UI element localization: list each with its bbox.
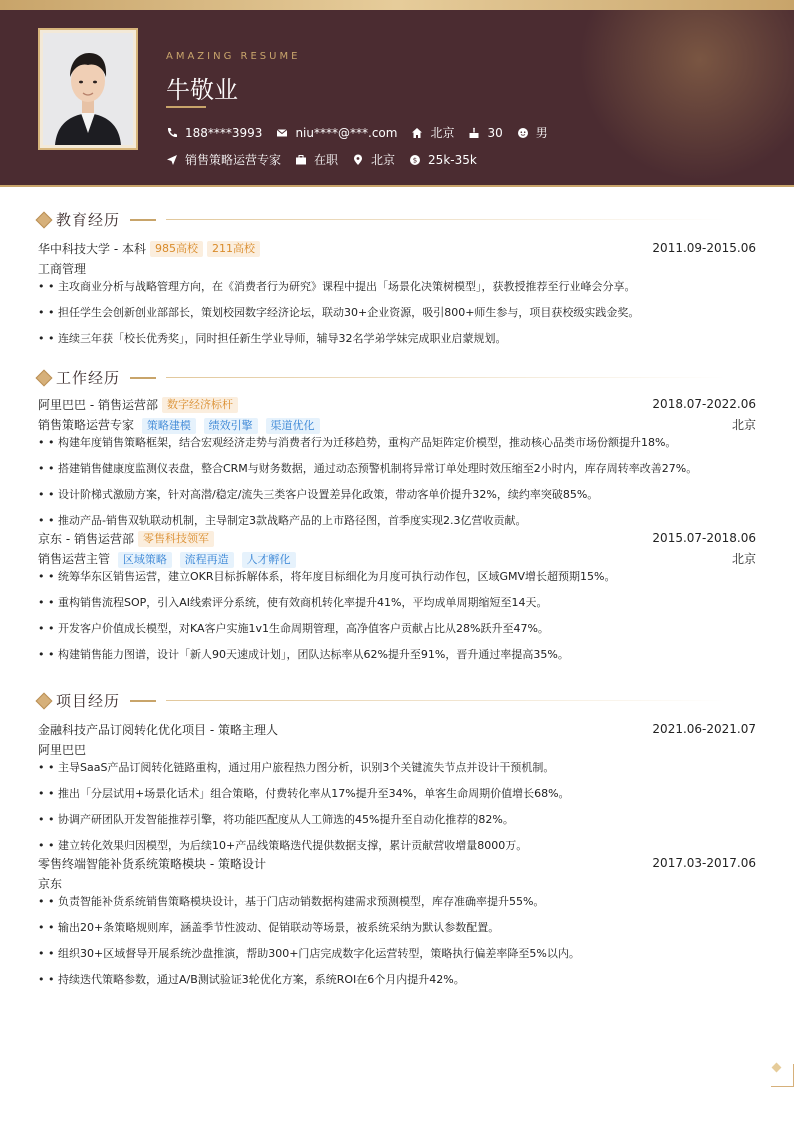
project-bullet: • • 负责智能补货系统销售策略模块设计，基于门店动销数据构建需求预测模型，库存准确率提升55%。 (38, 895, 545, 908)
age-text: 30 (487, 125, 503, 140)
project-bullet: • • 建立转化效果归因模型，为后续10+产品线策略迭代提供数据支撑，累计贡献营收增量8000万。 (38, 839, 528, 852)
bullet-text: • 统筹华东区销售运营，建立OKR目标拆解体系，将年度目标细化为月度可执行动作包，区域GMV增长超预期15%。 (48, 570, 616, 583)
project-title: 金融科技产品订阅转化优化项目 - 策略主理人 (38, 723, 278, 737)
bullet-text: • 构建年度销售策略框架，结合宏观经济走势与消费者行为迁移趋势，重构产品矩阵定价模型，推动核心品类市场份额提升18%。 (48, 436, 677, 449)
person-icon (517, 127, 529, 139)
svg-text:$: $ (412, 156, 418, 165)
bullet-text: • 主导SaaS产品订阅转化链路重构，通过用户旅程热力图分析，识别3个关键流失节点并设计干预机制。 (48, 761, 555, 774)
work-bullet: • • 设计阶梯式激励方案，针对高潜/稳定/流失三类客户设置差异化政策，带动客单价提升32%，续约率突破85%。 (38, 488, 599, 501)
city-text: 北京 (430, 126, 455, 140)
section-rule-short (130, 219, 156, 221)
project-entry (38, 855, 756, 997)
resume-header (0, 10, 794, 186)
phone-item (166, 126, 262, 140)
work-heading (38, 366, 756, 390)
target-role-item (166, 151, 281, 168)
bullet-text: • 重构销售流程SOP，引入AI线索评分系统，使有效商机转化率提升41%，平均成单周期缩短至14天。 (48, 596, 548, 609)
work-bullet: • • 推动产品-销售双轨联动机制，主导制定3款战略产品的上市路径图，首季度实现2.3亿营收贡献。 (38, 514, 527, 527)
education-section (38, 208, 756, 356)
gender-item (517, 124, 548, 141)
section-title: 项目经历 (56, 692, 121, 710)
education-bullet: • • 主攻商业分析与战略管理方向，在《消费者行为研究》课程中提出「场景化决策树模型」，获教授推荐至行业峰会分享。 (38, 280, 636, 293)
role-tag: 策略建模 (142, 418, 196, 434)
project-bullet: • • 主导SaaS产品订阅转化链路重构，通过用户旅程热力图分析，识别3个关键流失节点并设计干预机制。 (38, 761, 555, 774)
project-bullet: • • 组织30+区域督导开展系统沙盘推演，帮助300+门店完成数字化运营转型，策略执行偏差率降至5%以内。 (38, 947, 580, 960)
company-tag: 零售科技领军 (138, 531, 214, 547)
project-bullet: • • 协调产研团队开发智能推荐引擎，将功能匹配度从人工筛选的45%提升至自动化推荐的82%。 (38, 813, 514, 826)
bullet-text: • 担任学生会创新创业部部长，策划校园数字经济论坛，联动30+企业资源，吸引800+师生参与，项目获校级实践金奖。 (48, 306, 640, 319)
profile-photo-frame (38, 28, 138, 150)
education-date: 2011.09-2015.06 (652, 241, 756, 255)
name-underline (166, 106, 206, 108)
work-section (38, 366, 756, 672)
role-title: 销售策略运营专家 (38, 418, 135, 432)
section-title: 教育经历 (56, 211, 121, 229)
phone-icon (166, 127, 178, 139)
work-bullet: • • 统筹华东区销售运营，建立OKR目标拆解体系，将年度目标细化为月度可执行动作包，区域GMV增长超预期15%。 (38, 570, 616, 583)
role-row (38, 550, 756, 568)
section-diamond-icon (36, 212, 53, 229)
project-date: 2017.03-2017.06 (652, 856, 756, 870)
work-city: 北京 (731, 552, 756, 566)
project-date: 2021.06-2021.07 (652, 722, 756, 736)
age-item (468, 126, 502, 140)
work-entry (38, 396, 756, 530)
work-city: 北京 (731, 418, 756, 432)
bullet-text: • 搭建销售健康度监测仪表盘，整合CRM与财务数据，通过动态预警机制将异常订单处理时效压缩至2小时内，库存周转率改善27%。 (48, 462, 698, 475)
project-entry-header (38, 855, 756, 875)
work-date: 2018.07-2022.06 (652, 397, 756, 411)
project-title: 零售终端智能补货系统策略模块 - 策略设计 (38, 857, 266, 871)
role-tag: 区域策略 (118, 552, 172, 568)
target-city-text: 北京 (371, 153, 396, 167)
education-bullet: • • 连续三年获「校长优秀奖」，同时担任新生学业导师，辅导32名学弟学妹完成职业启蒙规划。 (38, 332, 507, 345)
bullet-text: • 主攻商业分析与战略管理方向，在《消费者行为研究》课程中提出「场景化决策树模型」，获教授推荐至行业峰会分享。 (48, 280, 636, 293)
home-icon (411, 127, 423, 139)
education-entry-header (38, 240, 756, 260)
section-rule-long (166, 219, 726, 220)
project-heading (38, 689, 756, 713)
work-bullet: • • 搭建销售健康度监测仪表盘，整合CRM与财务数据，通过动态预警机制将异常订单处理时效压缩至2小时内，库存周转率改善27%。 (38, 462, 698, 475)
section-rule-long (166, 377, 726, 378)
work-bullet: • • 重构销售流程SOP，引入AI线索评分系统，使有效商机转化率提升41%，平均成单周期缩短至14天。 (38, 596, 548, 609)
profile-photo (43, 33, 133, 145)
school-tag: 985高校 (150, 241, 203, 257)
role-tag: 人才孵化 (242, 552, 296, 568)
briefcase-icon (295, 154, 307, 166)
company-name: 京东 - 销售运营部 (38, 532, 134, 546)
bullet-text: • 持续迭代策略参数，通过A/B测试验证3轮优化方案，系统ROI在6个月内提升42%。 (48, 973, 465, 986)
target-city-item (352, 151, 395, 168)
project-section (38, 689, 756, 997)
city-item (411, 124, 454, 141)
bullet-text: • 组织30+区域督导开展系统沙盘推演，帮助300+门店完成数字化运营转型，策略执行偏差率降至5%以内。 (48, 947, 580, 960)
project-bullet: • • 输出20+条策略规则库，涵盖季节性波动、促销联动等场景，被系统采纳为默认参数配置。 (38, 921, 500, 934)
work-entry-header (38, 396, 756, 416)
work-entry-header (38, 530, 756, 550)
work-entry (38, 530, 756, 672)
section-rule-short (130, 700, 156, 702)
top-accent-bar (0, 0, 794, 10)
section-rule-short (130, 377, 156, 379)
candidate-name: 牛敬业 (166, 76, 238, 104)
section-rule-long (166, 700, 726, 701)
bullet-text: • 推动产品-销售双轨联动机制，主导制定3款战略产品的上市路径图，首季度实现2.3亿营收贡献。 (48, 514, 527, 527)
major: 工商管理 (38, 262, 87, 276)
email-text: niu****@***.com (295, 125, 398, 140)
school-name: 华中科技大学 - 本科 (38, 242, 146, 256)
gender-text: 男 (535, 126, 548, 140)
bullet-text: • 连续三年获「校长优秀奖」，同时担任新生学业导师，辅导32名学弟学妹完成职业启蒙规划。 (48, 332, 507, 345)
project-entry-header (38, 721, 756, 741)
bullet-text: • 推出「分层试用+场景化话术」组合策略，付费转化率从17%提升至34%，单客生命周期价值增长68%。 (48, 787, 570, 800)
project-entry (38, 721, 756, 855)
role-tag: 流程再造 (180, 552, 234, 568)
email-item (276, 126, 397, 140)
job-intent-row (166, 151, 491, 168)
bullet-text: • 协调产研团队开发智能推荐引擎，将功能匹配度从人工筛选的45%提升至自动化推荐的82%。 (48, 813, 514, 826)
role-tag: 渠道优化 (266, 418, 320, 434)
project-org-row (38, 741, 756, 759)
project-org: 阿里巴巴 (38, 743, 87, 757)
work-bullet: • • 构建年度销售策略框架，结合宏观经济走势与消费者行为迁移趋势，重构产品矩阵定价模型，推动核心品类市场份额提升18%。 (38, 436, 677, 449)
header-eyebrow: AMAZING RESUME (166, 51, 301, 62)
role-row (38, 416, 756, 434)
location-pin-icon (352, 154, 364, 166)
work-bullet: • • 构建销售能力图谱，设计「新人90天速成计划」，团队达标率从62%提升至91%，晋升通过率提高35%。 (38, 648, 569, 661)
bullet-text: • 输出20+条策略规则库，涵盖季节性波动、促销联动等场景，被系统采纳为默认参数配置。 (48, 921, 500, 934)
section-diamond-icon (36, 693, 53, 710)
project-org: 京东 (38, 877, 63, 891)
project-bullet: • • 推出「分层试用+场景化话术」组合策略，付费转化率从17%提升至34%，单客生命周期价值增长68%。 (38, 787, 570, 800)
section-diamond-icon (36, 370, 53, 387)
company-tag: 数字经济标杆 (162, 397, 238, 413)
bullet-text: • 设计阶梯式激励方案，针对高潜/稳定/流失三类客户设置差异化政策，带动客单价提升32%，续约率突破85%。 (48, 488, 599, 501)
money-icon (409, 154, 421, 166)
salary-item (409, 153, 477, 167)
bullet-text: • 开发客户价值成长模型，对KA客户实施1v1生命周期管理，高净值客户贡献占比从28%跃升至47%。 (48, 622, 549, 635)
salary-text: 25k-35k (428, 152, 477, 167)
send-icon (166, 154, 178, 166)
mail-icon (276, 127, 288, 139)
status-item (295, 151, 338, 168)
major-row (38, 260, 756, 278)
project-org-row (38, 875, 756, 893)
header-bottom-line (0, 185, 794, 187)
cake-icon (468, 127, 480, 139)
phone-text: 188****3993 (185, 125, 263, 140)
contact-row (166, 124, 562, 141)
company-name: 阿里巴巴 - 销售运营部 (38, 398, 158, 412)
role-title: 销售运营主管 (38, 552, 111, 566)
section-title: 工作经历 (56, 369, 121, 387)
bullet-text: • 建立转化效果归因模型，为后续10+产品线策略迭代提供数据支撑，累计贡献营收增量8000万。 (48, 839, 528, 852)
role-tag: 绩效引擎 (204, 418, 258, 434)
work-bullet: • • 开发客户价值成长模型，对KA客户实施1v1生命周期管理，高净值客户贡献占比从28%跃升至47%。 (38, 622, 549, 635)
target-role-text: 销售策略运营专家 (185, 153, 282, 167)
bullet-text: • 构建销售能力图谱，设计「新人90天速成计划」，团队达标率从62%提升至91%，晋升通过率提高35%。 (48, 648, 569, 661)
project-bullet: • • 持续迭代策略参数，通过A/B测试验证3轮优化方案，系统ROI在6个月内提升42%。 (38, 973, 465, 986)
work-date: 2015.07-2018.06 (652, 531, 756, 545)
education-bullet: • • 担任学生会创新创业部部长，策划校园数字经济论坛，联动30+企业资源，吸引800+师生参与，项目获校级实践金奖。 (38, 306, 640, 319)
status-text: 在职 (314, 153, 339, 167)
school-tag: 211高校 (207, 241, 260, 257)
bullet-text: • 负责智能补货系统销售策略模块设计，基于门店动销数据构建需求预测模型，库存准确率提升55%。 (48, 895, 545, 908)
education-heading (38, 208, 756, 232)
